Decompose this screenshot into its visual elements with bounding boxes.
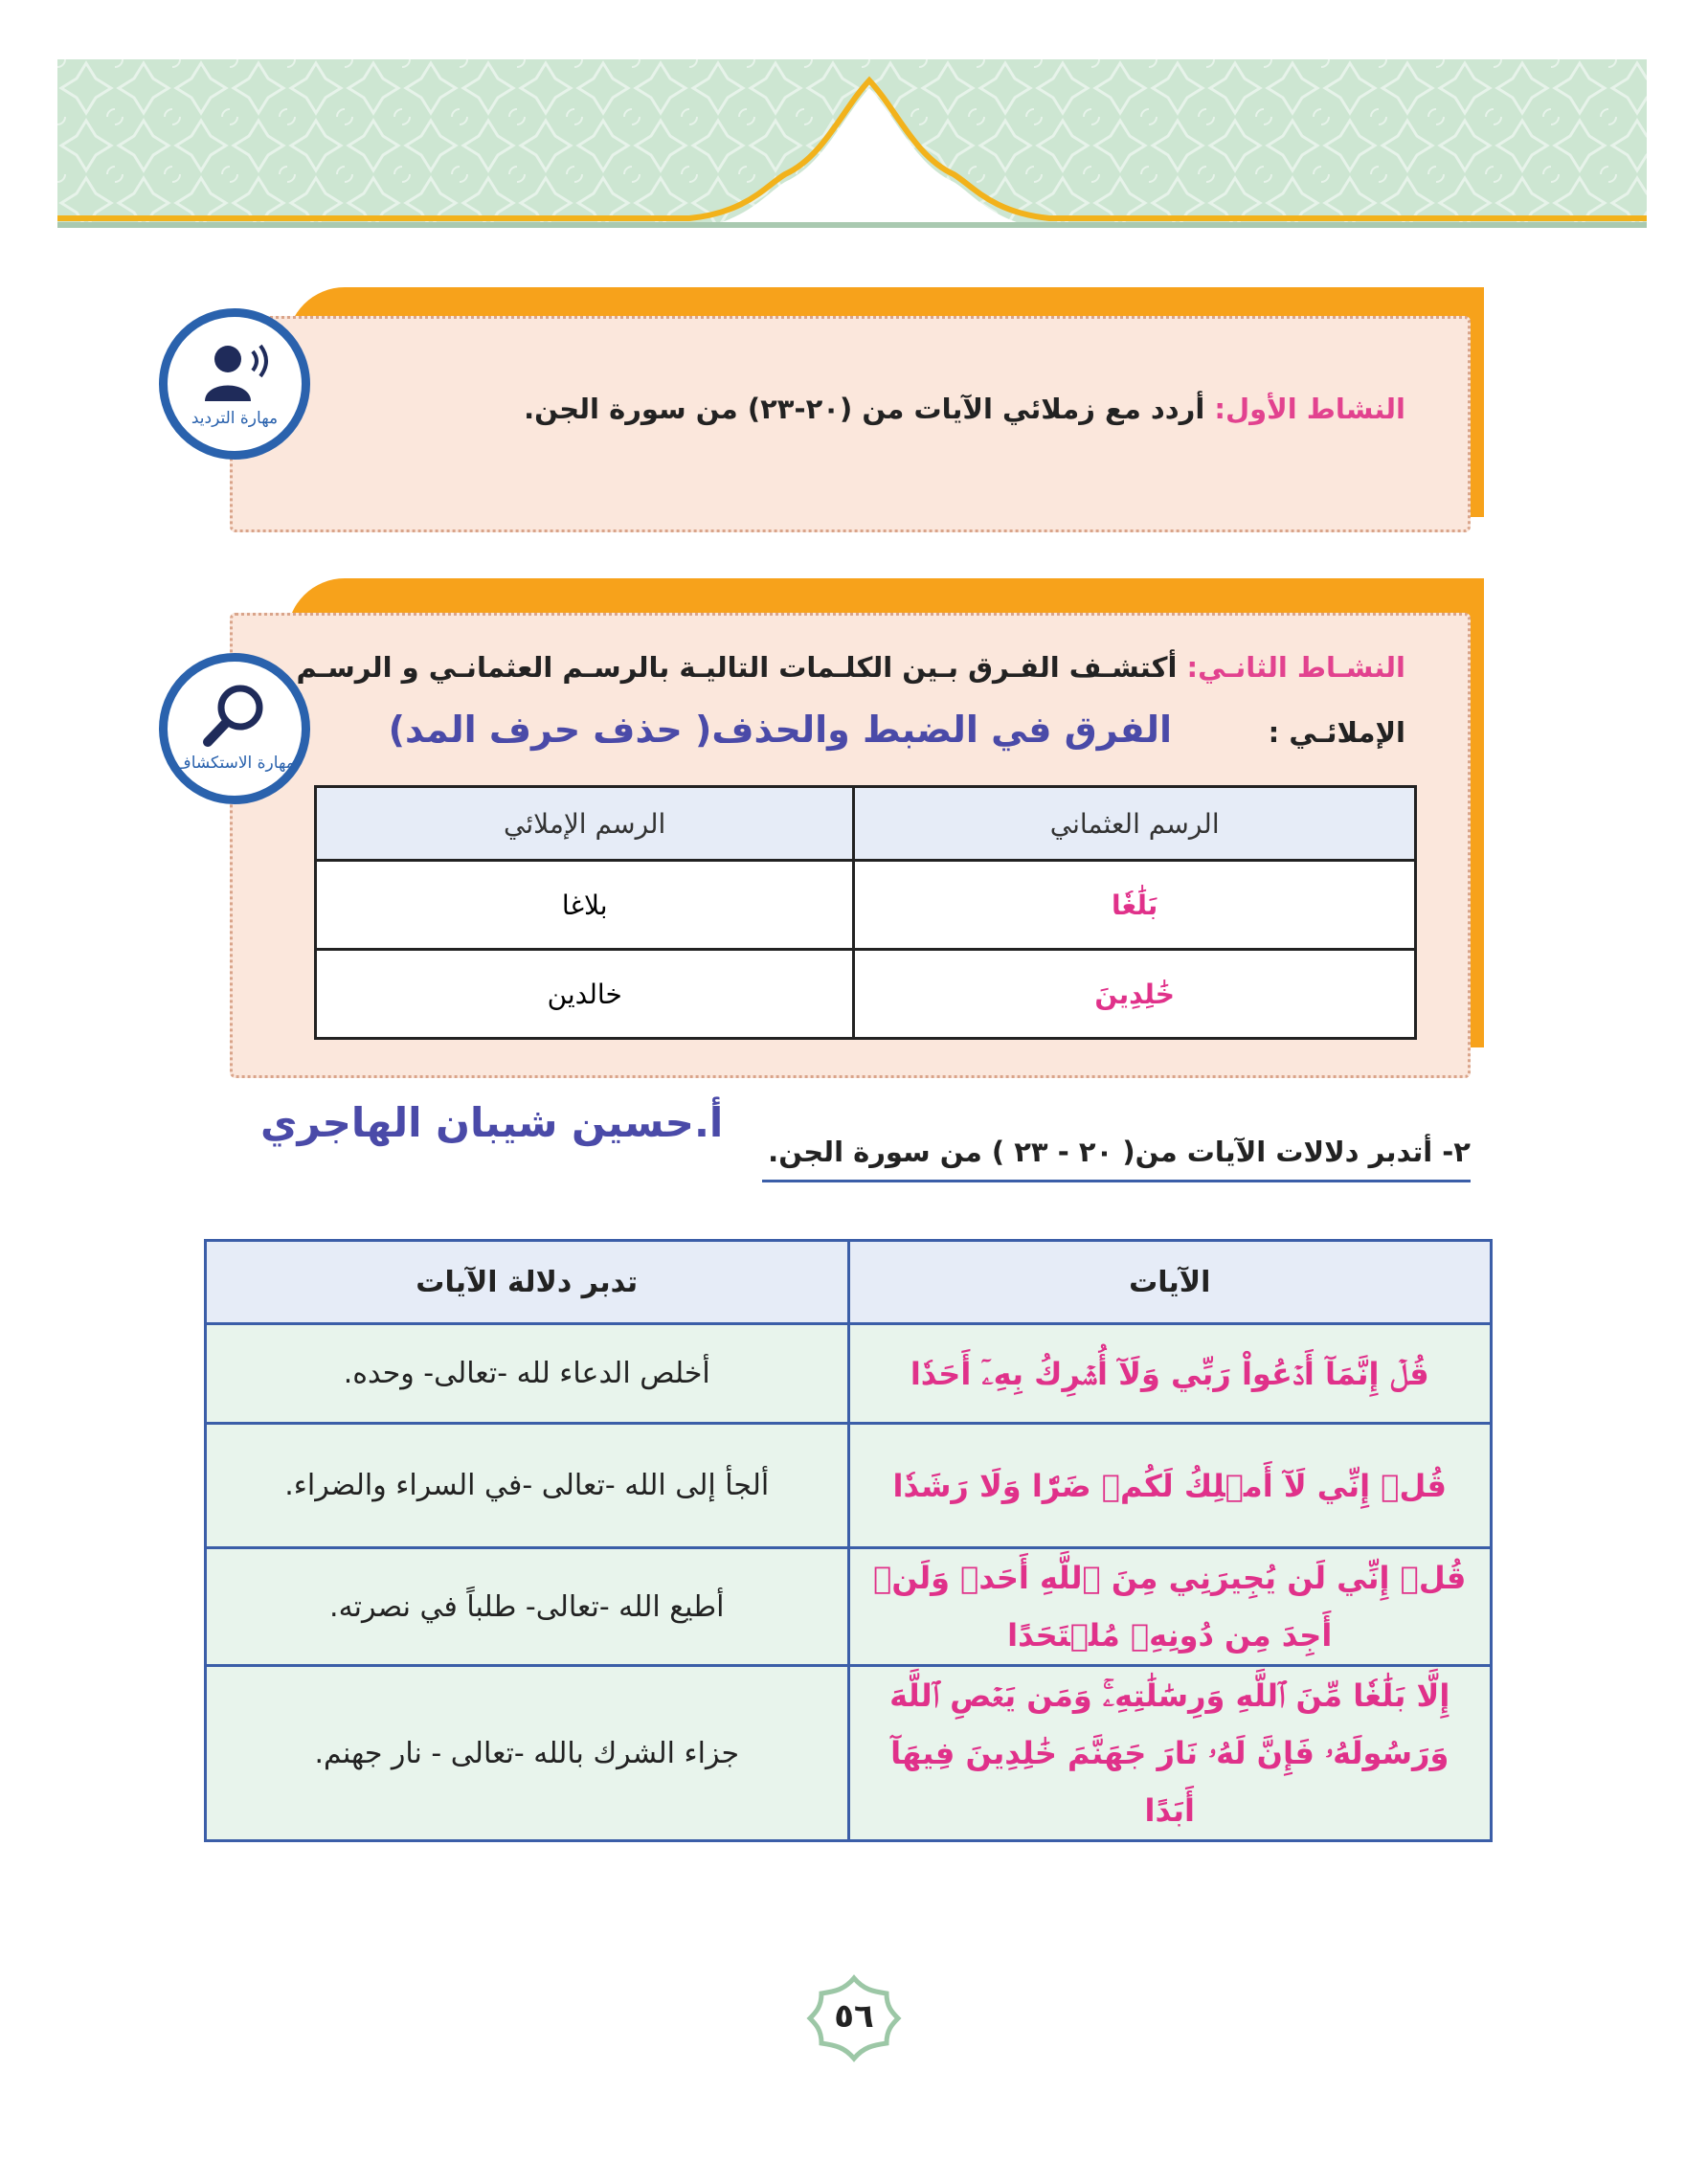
exploration-skill-badge (159, 653, 310, 804)
table-row (316, 861, 1416, 950)
ayah-cell: قُلۡ إِنَّمَآ أَدۡعُواْ رَبِّي وَلَآ أُشۡرِكُ بِهِۦٓ أَحَدٗا (848, 1324, 1492, 1424)
header-imlaei: الرسم الإملائي (316, 787, 854, 861)
activity1-instruction (524, 393, 1405, 425)
uthmani-cell: خَٰلِدِينَ (854, 950, 1416, 1039)
handwritten-answer: الفرق في الضبط والحذف( حذف حرف المد) (388, 709, 1172, 751)
activity1-text: أردد مع زملائي الآيات من (٢٠-٢٣) من سورة الجن. (524, 393, 1205, 425)
header-uthmani: الرسم العثماني (854, 787, 1416, 861)
table-row (206, 1324, 1492, 1424)
exploration-skill-label: مهارة الاستكشاف (174, 754, 295, 773)
section2-heading-text: ٢- أتدبر دلالات الآيات من( ٢٠ - ٢٣ ) من سورة الجن. (768, 1136, 1471, 1168)
imlaei-cell: خالدين (316, 950, 854, 1039)
table-header-row (316, 787, 1416, 861)
uthmani-cell: بَلَٰغٗا (854, 861, 1416, 950)
repetition-skill-badge (159, 308, 310, 460)
reflection-cell: جزاء الشرك بالله -تعالى - نار جهنم. (206, 1666, 849, 1841)
table-header-row (206, 1241, 1492, 1324)
header-ornament-band (57, 59, 1647, 230)
reflection-cell: أطيع الله -تعالى- طلباً في نصرته. (206, 1548, 849, 1666)
page-number-badge (806, 1974, 902, 2062)
activity2-text-line1: أكتشـف الفـرق بـين الكلـمات التاليـة بالرسـم العثمانـي و الرسـم (296, 651, 1178, 684)
header-ayat: الآيات (848, 1241, 1492, 1324)
comparison-table (314, 785, 1417, 1040)
activity1-title: النشاط الأول: (1214, 393, 1405, 425)
table-row (206, 1424, 1492, 1548)
activity2-instruction-line1 (297, 651, 1405, 684)
table-row (206, 1548, 1492, 1666)
ayah-cell: قُلۡ إِنِّي لَن يُجِيرَنِي مِنَ ٱللَّهِ أَحَدٞ وَلَنۡ أَجِدَ مِن دُونِهِۦ مُلۡتَحَدًا (848, 1548, 1492, 1666)
reflection-cell: أخلص الدعاء لله -تعالى- وحده. (206, 1324, 849, 1424)
table-row (206, 1666, 1492, 1841)
section2-heading (762, 1136, 1471, 1182)
activity2-title: النشـاط الثانـي: (1186, 651, 1405, 684)
page-number: ٥٦ (834, 1997, 874, 2036)
repetition-skill-label: مهارة الترديد (191, 409, 279, 428)
ayah-cell: قُلۡ إِنِّي لَآ أَمۡلِكُ لَكُمۡ ضَرّٗا وَلَا رَشَدٗا (848, 1424, 1492, 1548)
ayah-cell: إِلَّا بَلَٰغٗا مِّنَ ٱللَّهِ وَرِسَٰلَٰتِهِۦۚ وَمَن يَعۡصِ ٱللَّهَ وَرَسُولَهُۥ فَإِنَّ لَهُۥ نَارَ جَهَنَّمَ خَٰلِدِينَ فِيهَآ أَبَدًا (848, 1666, 1492, 1841)
magnifier-icon (196, 679, 273, 750)
activity2-instruction-line2: الإملائـي : (1268, 716, 1405, 749)
reflection-table (204, 1239, 1493, 1842)
author-name: أ.حسين شيبان الهاجري (260, 1099, 724, 1146)
header-reflection: تدبر دلالة الآيات (206, 1241, 849, 1324)
reflection-cell: ألجأ إلى الله -تعالى -في السراء والضراء. (206, 1424, 849, 1548)
speaking-person-icon (191, 338, 278, 405)
table-row (316, 950, 1416, 1039)
imlaei-cell: بلاغا (316, 861, 854, 950)
